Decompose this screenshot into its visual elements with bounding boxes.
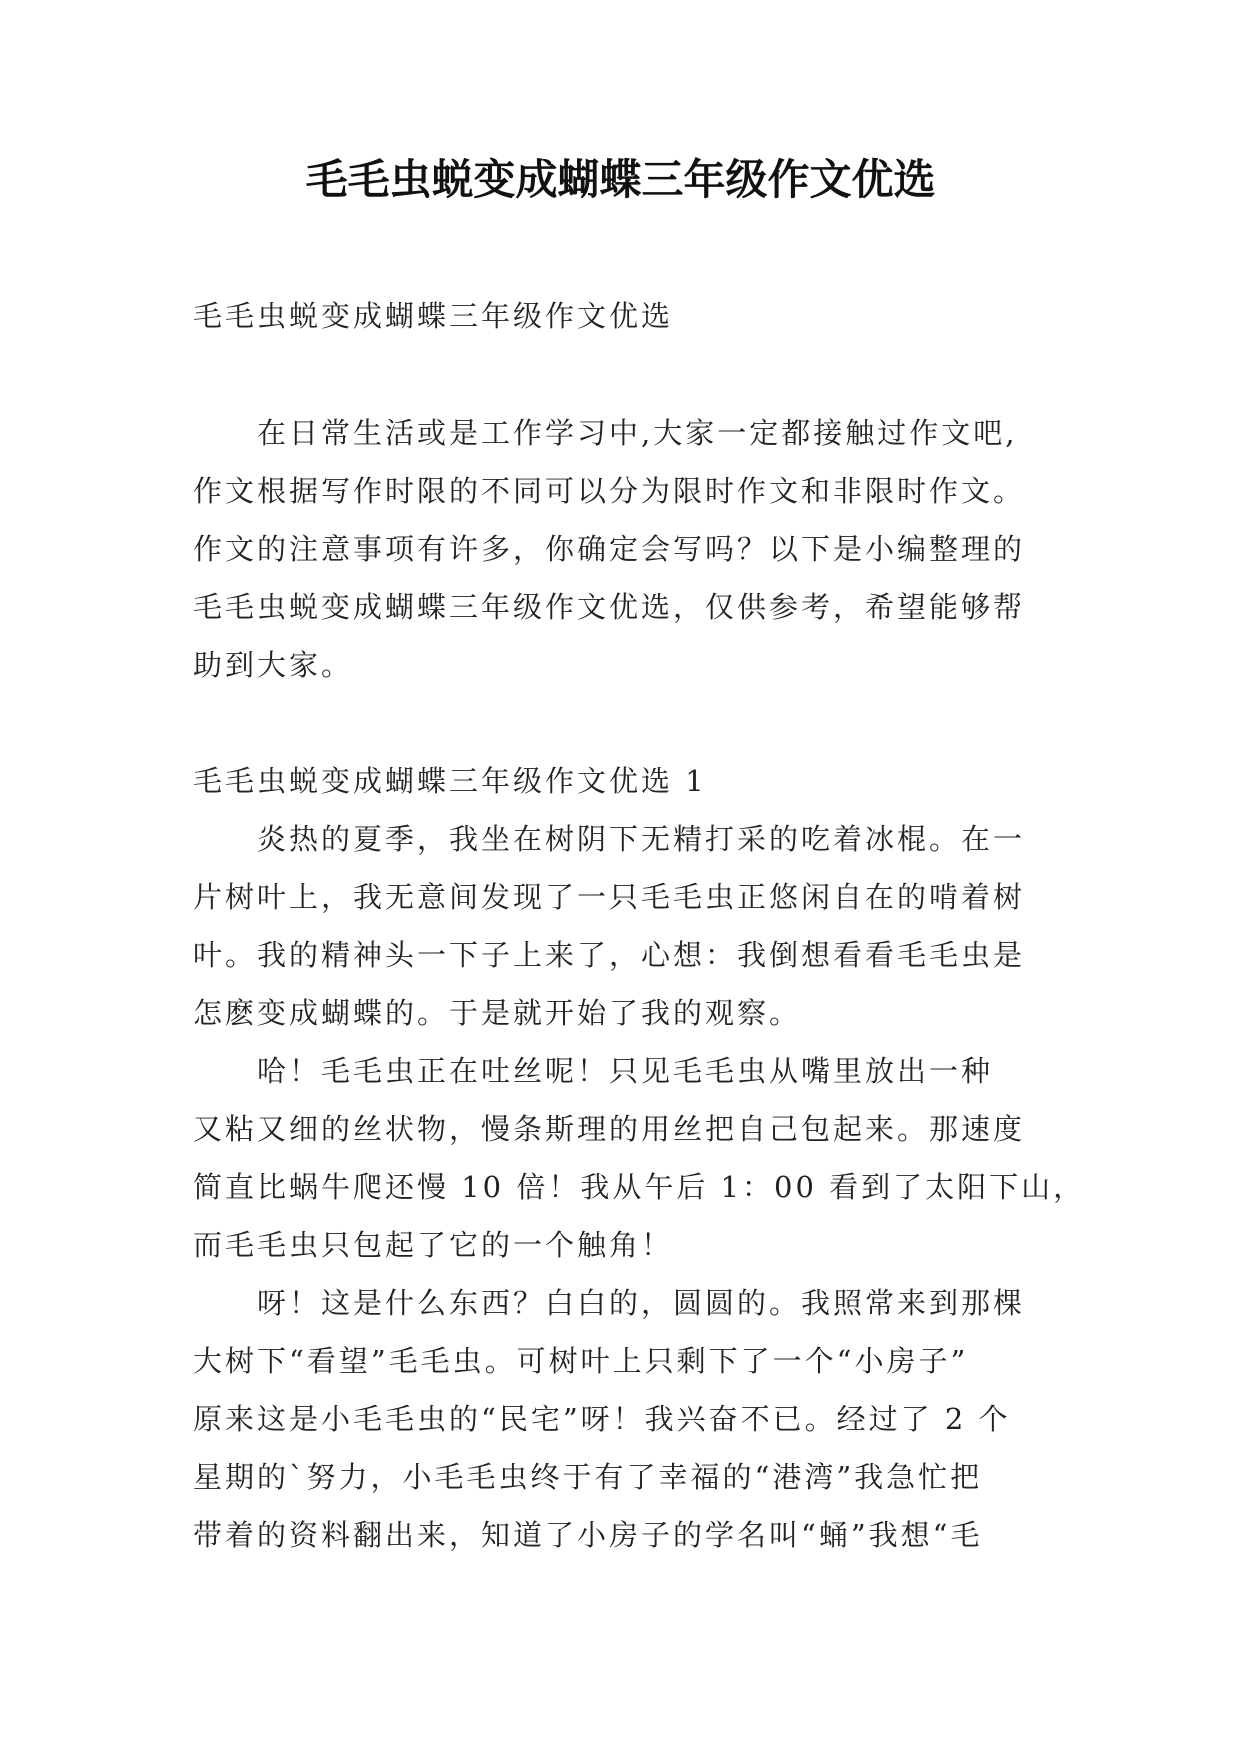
intro-line: 作文的注意事项有许多，你确定会写吗？以下是小编整理的 (193, 532, 1026, 566)
intro-line: 助到大家。 (193, 648, 354, 682)
document-title: 毛毛虫蜕变成蝴蝶三年级作文优选 (305, 155, 936, 204)
intro-line: 毛毛虫蜕变成蝴蝶三年级作文优选，仅供参考，希望能够帮 (193, 590, 1026, 624)
intro-line: 作文根据写作时限的不同可以分为限时作文和非限时作文。 (193, 474, 1026, 508)
article-line: 大树下“看望”毛毛虫。可树叶上只剩下了一个“小房子” (193, 1344, 969, 1378)
article-line: 炎热的夏季，我坐在树阴下无精打采的吃着冰棍。在一 (257, 822, 1026, 856)
subtitle-line: 毛毛虫蜕变成蝴蝶三年级作文优选 (193, 299, 674, 333)
intro-paragraph (193, 404, 1073, 694)
article-line: 又粘又细的丝状物，慢条斯理的用丝把自己包起来。那速度 (193, 1112, 1026, 1146)
article-line: 片树叶上，我无意间发现了一只毛毛虫正悠闲自在的啃着树 (193, 880, 1026, 914)
article-heading: 毛毛虫蜕变成蝴蝶三年级作文优选 1 (193, 764, 707, 798)
article-line: 哈！毛毛虫正在吐丝呢！只见毛毛虫从嘴里放出一种 (257, 1054, 994, 1088)
article-line: 怎麽变成蝴蝶的。于是就开始了我的观察。 (193, 996, 802, 1030)
article-line: 而毛毛虫只包起了它的一个触角！ (193, 1228, 674, 1262)
article-section (193, 752, 1086, 1564)
article-line: 叶。我的精神头一下子上来了，心想：我倒想看看毛毛虫是 (193, 938, 1026, 972)
document-subtitle (193, 287, 1073, 345)
article-line: 简直比蜗牛爬还慢 10 倍！我从午后 1：00 看到了太阳下山， (193, 1170, 1086, 1204)
article-line: 带着的资料翻出来，知道了小房子的学名叫“蛹”我想“毛 (193, 1518, 983, 1552)
article-line: 呀！这是什么东西？白白的，圆圆的。我照常来到那棵 (257, 1286, 1026, 1320)
article-line: 星期的`努力，小毛毛虫终于有了幸福的“港湾”我急忙把 (193, 1460, 983, 1494)
intro-line: 在日常生活或是工作学习中,大家一定都接触过作文吧, (257, 416, 1018, 450)
article-line: 原来这是小毛毛虫的“民宅”呀！我兴奋不已。经过了 2 个 (193, 1402, 1011, 1436)
